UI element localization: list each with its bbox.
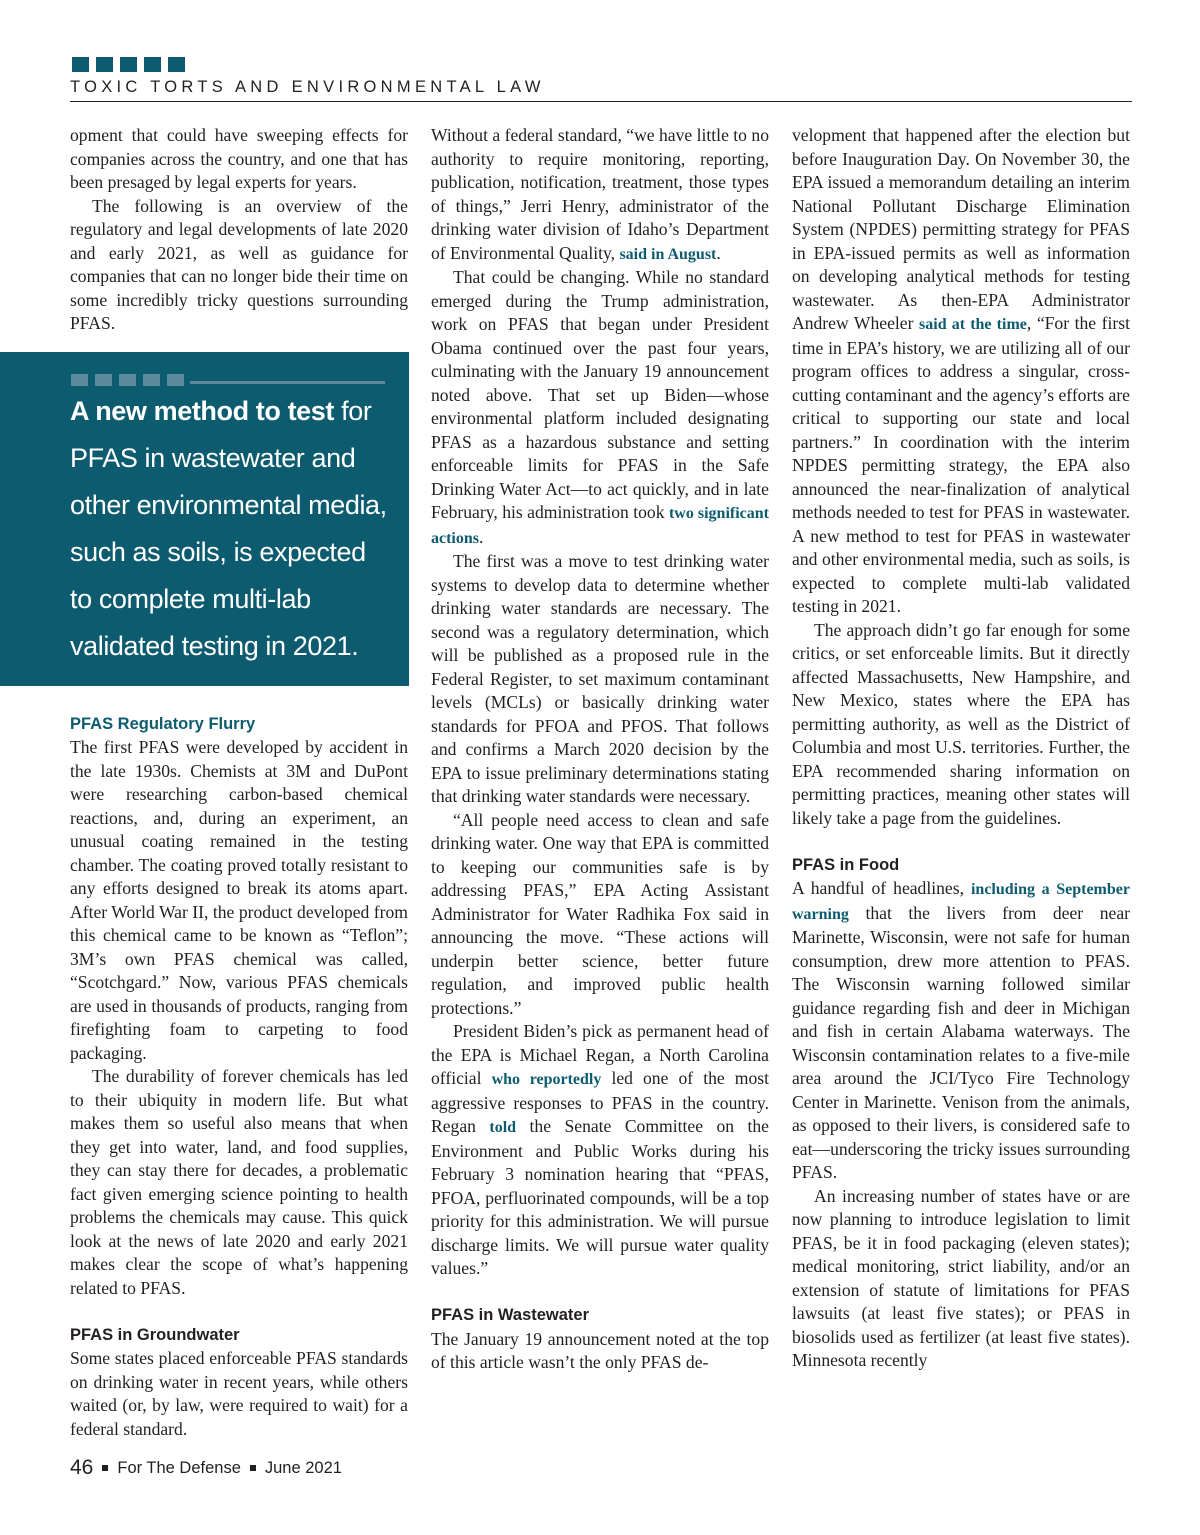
link-who-reportedly[interactable]: who reportedly <box>491 1071 602 1088</box>
bullet-separator <box>250 1465 256 1471</box>
col3-paragraph-2: The approach didn’t go far enough for some critics, or set enforceable limits. But it directly affected Massachusetts, New Hampshire, and New Mexico, states where the EPA has permitting authority, as well as the District of Columbia and most U.S. territories. Further, the EPA recommended sharing information on permitting practices, meaning other states will likely take a page from the guidelines. <box>792 619 1130 828</box>
text: led one of the most aggressive responses to PFAS in the country. Regan <box>431 1068 769 1136</box>
header-rule <box>70 101 1132 102</box>
col3-paragraph-1 <box>792 124 1130 619</box>
col3-paragraph-4: An increasing number of states have or are now planning to introduce legislation to limit PFAS, be it in food packaging (eleven states); medical monitoring, strict liability, and/or an extension of statute of limitations for PFAS lawsuits (at least five states); or PFAS in biosolids used as fertilizer (at least five states). Minnesota recently <box>792 1185 1130 1370</box>
section-title: TOXIC TORTS AND ENVIRONMENTAL LAW <box>70 78 545 96</box>
pull-quote-box <box>0 352 409 686</box>
publication-name: For The Defense <box>117 1458 241 1477</box>
link-said-at-the-time[interactable]: said at the time <box>919 316 1027 333</box>
col2-paragraph-5 <box>431 1020 769 1281</box>
pull-quote-bold: A new method to test <box>70 396 335 426</box>
link-said-in-august[interactable]: said in August <box>619 245 717 263</box>
col2-paragraph-4: “All people need access to clean and safe drinking water. One way that EPA is committed to keeping our communities safe is by addressing PFAS,” EPA Acting Assistant Administrator for Water Radhika Fox said in announcing the move. “These actions will underpin better science, better future regulation, and improved public health protections.” <box>431 809 769 1018</box>
text: . <box>479 526 484 547</box>
text: . <box>716 242 721 263</box>
link-told[interactable]: told <box>489 1119 517 1136</box>
col1-paragraph-3: The first PFAS were developed by accident in the late 1930s. Chemists at 3M and DuPont were researching carbon-based chemical reactions, and, during an experiment, an unusual coating remained in the testing chamber. The coating proved totally resistant to any efforts designed to break its atoms apart. After World War II, the product developed from this chemical came to be known as “Teflon”; 3M’s own PFAS chemical was called, “Scotchgard.” Now, various PFAS chemicals are used in thousands of products, ranging from firefighting foam to carpeting to food packaging. <box>70 737 408 1063</box>
pull-quote-rest: for PFAS in wastewater and other environmental media, such as soils, is expected to complete multi-lab validated testing in 2021. <box>70 396 387 661</box>
col1-paragraph-2: The following is an overview of the regulatory and legal developments of late 2020 and early 2021, as well as guidance for companies that can no longer bide their time on some incredibly tricky questions surrounding PFAS. <box>70 195 408 333</box>
link-september-warning[interactable]: including a September warning <box>792 881 1130 923</box>
header-squares-decoration <box>72 57 185 72</box>
issue-date: June 2021 <box>264 1458 342 1477</box>
column-3 <box>792 124 1130 1373</box>
text: that the livers from deer near Marinette, Wisconsin, were not safe for human consumption, drew more attention to PFAS. The Wisconsin warning followed similar guidance regarding fish and deer in Michigan and fish in certain Alabama waterways. The Wisconsin contamination relates to a five-mile area around the JCI/Tyco Fire Technology Center in Marinette. Venison from the animals, as opposed to their livers, is considered safe to eat—underscoring the tricky issues surrounding PFAS. <box>792 902 1130 1182</box>
text: , “For the first time in EPA’s history, we are utilizing all of our program offices to address a singular, cross-cutting contaminant and the agency’s efforts are critical to supporting our state and local partners.” In coordination with the interim NPDES permitting strategy, the EPA also announced the near-finalization of analytical methods needed to test for PFAS in wastewater. A new method to test for PFAS in wastewater and other environmental media, such as soils, is expected to complete multi-lab validated testing in 2021. <box>792 313 1130 616</box>
spacer <box>431 1281 769 1305</box>
text: Without a federal standard, “we have little to no authority to require monitoring, reporting, publication, notification, treatment, those types of things,” Jerri Henry, administrator of the drinking water division of Idaho’s Department of Environmental Quality, <box>431 125 769 263</box>
heading-groundwater: PFAS in Groundwater <box>70 1325 240 1344</box>
heading-food: PFAS in Food <box>792 855 900 874</box>
col2-paragraph-6: The January 19 announcement noted at the top of this article wasn’t the only PFAS de- <box>431 1328 769 1372</box>
col3-paragraph-3 <box>792 877 1130 1185</box>
col1-paragraph-4: The durability of forever chemicals has led to their ubiquity in modern life. But what makes them so useful also means that when they get into water, land, and food supplies, they can stay there for decades, a problematic fact given emerging science pointing to health problems the chemicals may cause. This quick look at the news of late 2020 and early 2021 makes clear the scope of what’s happening related to PFAS. <box>70 1066 408 1298</box>
col1-paragraph-5: Some states placed enforceable PFAS standards on drinking water in recent years, while others waited (or, by law, were required to wait) for a federal standard. <box>70 1348 408 1439</box>
text: President Biden’s pick as permanent head of the EPA is Michael Regan, a North Carolina official <box>431 1021 769 1088</box>
pull-quote-rule <box>190 381 385 384</box>
col1-paragraph-1: opment that could have sweeping effects for companies across the country, and one that has been presaged by legal experts for years. <box>70 125 408 192</box>
spacer <box>792 830 1130 854</box>
pull-quote-squares-decoration <box>71 374 184 386</box>
text: velopment that happened after the election but before Inauguration Day. On November 30, the EPA issued a memorandum detailing an interim National Pollutant Discharge Elimination System (NPDES) permitting strategy for PFAS in EPA-issued permits as well as information on developing analytical methods for testing wastewater. As then-EPA Administrator Andrew Wheeler <box>792 125 1130 333</box>
link-two-significant-actions[interactable]: two significant actions <box>431 505 770 547</box>
pull-quote-text <box>70 388 390 670</box>
text: A handful of headlines, <box>792 878 971 898</box>
text: the Senate Committee on the Environment and Public Works during his February 3 nomination hearing that “PFAS, PFOA, perfluorinated compounds, will be a top priority for this administration. We will pursue discharge limits. We will pursue water quality values.” <box>431 1116 769 1278</box>
col2-paragraph-2 <box>431 266 769 550</box>
text: That could be changing. While no standard emerged during the Trump administration, work on PFAS that began under President Obama continued over the past four years, culminating with the January 19 announcement noted above. That set up Biden—whose environmental platform included designating PFAS as a hazardous substance and setting enforceable limits for PFAS in the Safe Drinking Water Act—to act quickly, and in late February, his administration took <box>431 267 769 522</box>
heading-regulatory-flurry: PFAS Regulatory Flurry <box>70 714 256 733</box>
page-footer <box>70 1456 342 1480</box>
column-2 <box>431 124 769 1375</box>
col2-paragraph-3: The first was a move to test drinking water systems to develop data to determine whether drinking water standards are necessary. The second was a regulatory determination, which will be published as a proposed rule in the Federal Register, to set maximum contaminant levels (MCLs) or basically drinking water standards for PFOA and PFOS. That follows and confirms a March 2020 decision by the EPA to issue preliminary determinations stating that drinking water standards were necessary. <box>431 551 769 806</box>
bullet-separator <box>102 1465 108 1471</box>
heading-wastewater: PFAS in Wastewater <box>431 1306 590 1324</box>
col2-paragraph-1 <box>431 124 769 266</box>
column-1 <box>70 124 408 1441</box>
page-number: 46 <box>70 1456 94 1479</box>
spacer <box>70 1300 408 1324</box>
